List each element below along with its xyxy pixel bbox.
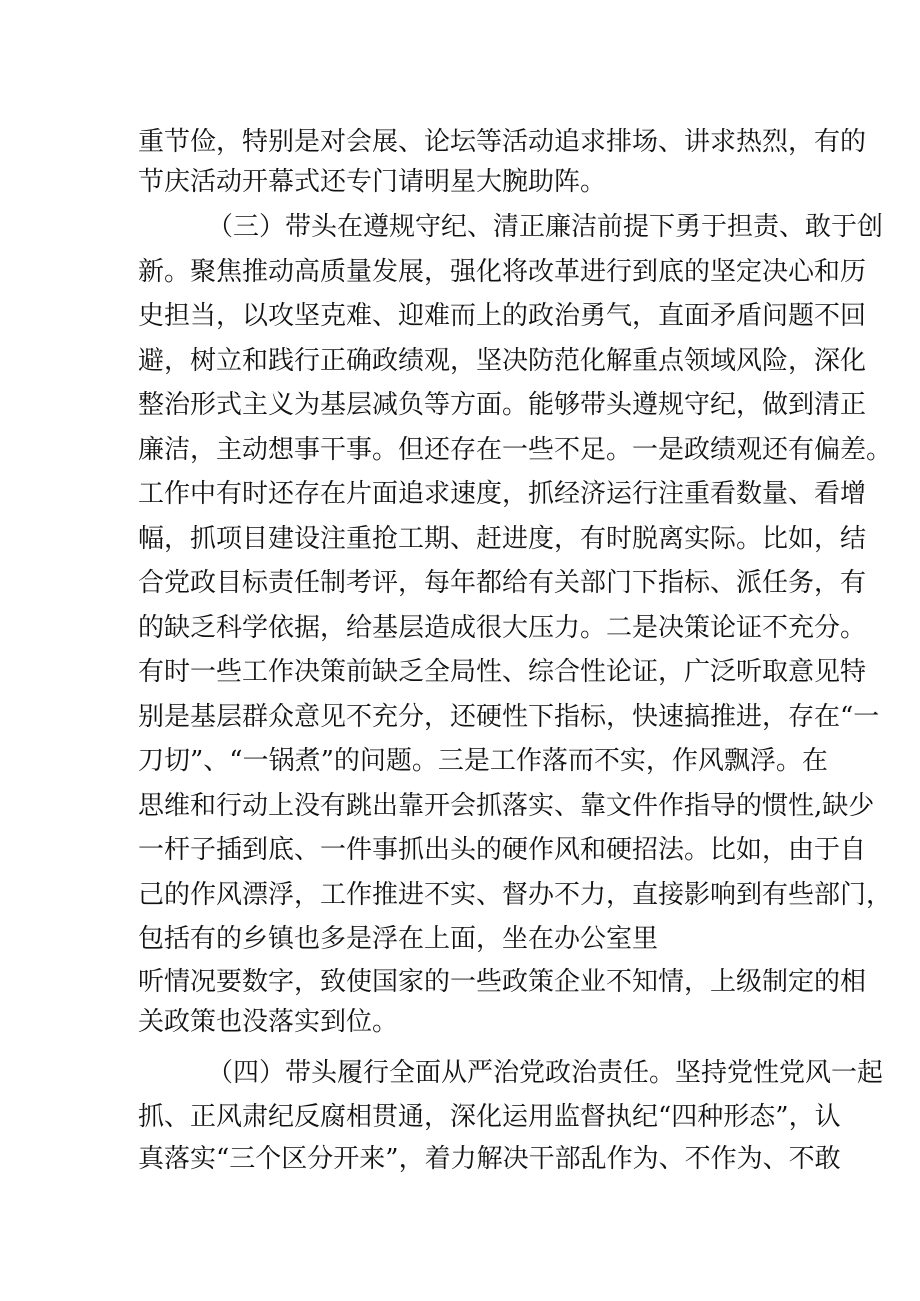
text-line: 听情况要数字，致使国家的一些政策企业不知情，上级制定的相 [138, 967, 867, 997]
text-line: 避，树立和践行正确政绩观，坚决防范化解重点领域风险，深化 [138, 346, 867, 376]
text-line: 合党政目标责任制考评，每年都给有关部门下指标、派任务，有 [138, 568, 867, 598]
text-line: 抓、正风肃纪反腐相贯通，深化运用监督执纪“四种形态”，认 [138, 1102, 841, 1132]
text-line: 的缺乏科学依据，给基层造成很大压力。二是决策论证不充分。 [138, 613, 867, 643]
text-line: 重节俭，特别是对会展、论坛等活动追求排场、讲求热烈，有的 [138, 127, 867, 157]
text-line: 幅，抓项目建设注重抢工期、赶进度，有时脱离实际。比如，结 [138, 524, 867, 554]
text-line: 一杆子插到底、一件事抓出头的硬作风和硬招法。比如，由于自 [138, 835, 867, 865]
text-line: 己的作风漂浮，工作推进不实、督办不力，直接影响到有些部门， [138, 880, 893, 910]
text-line: 工作中有时还存在片面追求速度，抓经济运行注重看数量、看增 [138, 479, 867, 509]
text-line: 思维和行动上没有跳出靠开会抓落实、靠文件作指导的惯性,缺少 [138, 791, 875, 821]
text-line: 整治形式主义为基层减负等方面。能够带头遵规守纪，做到清正 [138, 390, 867, 420]
text-line: 刀切”、“一锅煮”的问题。三是工作落而不实，作风飘浮。在 [138, 746, 828, 776]
text-line: 廉洁，主动想事干事。但还存在一些不足。一是政绩观还有偏差。 [138, 435, 893, 465]
section-four-heading-line: （四）带头履行全面从严治党政治责任。坚持党性党风一起 [207, 1058, 884, 1088]
text-line: 新。聚焦推动高质量发展，强化将改革进行到底的坚定决心和历 [138, 257, 867, 287]
text-line: 别是基层群众意见不充分，还硬性下指标，快速搞推进，存在“一 [138, 702, 880, 732]
text-line: 真落实“三个区分开来”，着力解决干部乱作为、不作为、不敢 [138, 1144, 841, 1174]
text-line: 史担当，以攻坚克难、迎难而上的政治勇气，直面矛盾问题不回 [138, 301, 867, 331]
text-line: 包括有的乡镇也多是浮在上面，坐在办公室里 [138, 924, 659, 954]
text-line: 关政策也没落实到位。 [138, 1007, 399, 1037]
text-line: 有时一些工作决策前缺乏全局性、综合性论证，广泛听取意见特 [138, 657, 867, 687]
text-line: 节庆活动开幕式还专门请明星大腕助阵。 [138, 167, 607, 197]
section-three-heading-line: （三）带头在遵规守纪、清正廉洁前提下勇于担责、敢于创 [207, 212, 884, 242]
